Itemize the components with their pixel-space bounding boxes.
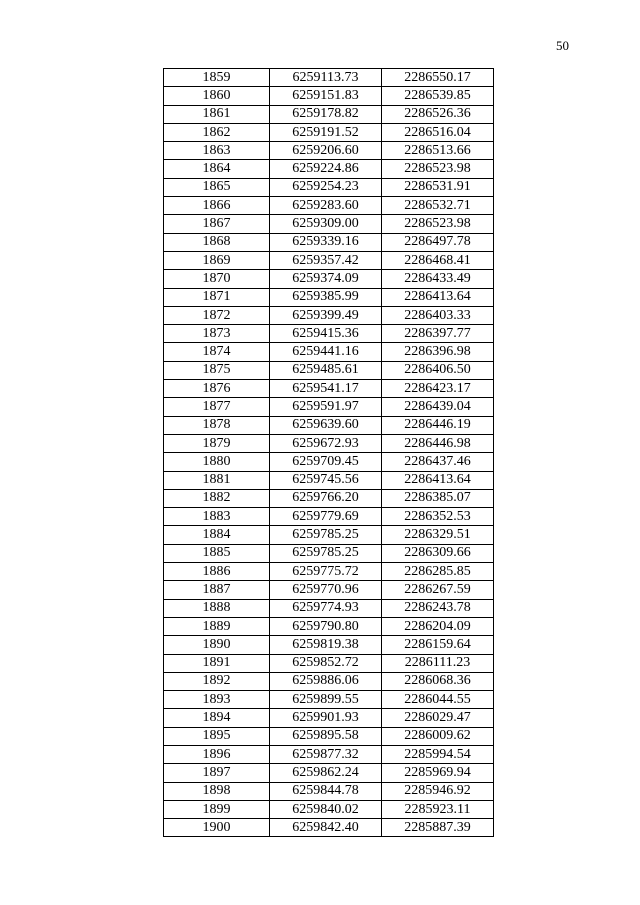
point-number-cell: 1882 bbox=[164, 489, 270, 507]
table-row bbox=[164, 215, 494, 233]
y-coordinate-cell: 2286044.55 bbox=[382, 691, 494, 709]
x-coordinate-cell: 6259385.99 bbox=[270, 288, 382, 306]
table-row bbox=[164, 691, 494, 709]
y-coordinate-cell: 2286329.51 bbox=[382, 526, 494, 544]
x-coordinate-cell: 6259790.80 bbox=[270, 617, 382, 635]
point-number-cell: 1900 bbox=[164, 819, 270, 837]
page-number: 50 bbox=[556, 38, 569, 53]
x-coordinate-cell: 6259774.93 bbox=[270, 599, 382, 617]
y-coordinate-cell: 2286526.36 bbox=[382, 105, 494, 123]
point-number-cell: 1864 bbox=[164, 160, 270, 178]
point-number-cell: 1859 bbox=[164, 69, 270, 87]
y-coordinate-cell: 2286532.71 bbox=[382, 197, 494, 215]
x-coordinate-cell: 6259309.00 bbox=[270, 215, 382, 233]
table-row bbox=[164, 123, 494, 141]
table-row bbox=[164, 178, 494, 196]
table-row bbox=[164, 142, 494, 160]
x-coordinate-cell: 6259415.36 bbox=[270, 325, 382, 343]
y-coordinate-cell: 2286352.53 bbox=[382, 508, 494, 526]
x-coordinate-cell: 6259541.17 bbox=[270, 380, 382, 398]
y-coordinate-cell: 2286396.98 bbox=[382, 343, 494, 361]
y-coordinate-cell: 2286111.23 bbox=[382, 654, 494, 672]
point-number-cell: 1888 bbox=[164, 599, 270, 617]
table-row bbox=[164, 197, 494, 215]
x-coordinate-cell: 6259339.16 bbox=[270, 233, 382, 251]
point-number-cell: 1886 bbox=[164, 563, 270, 581]
x-coordinate-cell: 6259844.78 bbox=[270, 782, 382, 800]
point-number-cell: 1877 bbox=[164, 398, 270, 416]
x-coordinate-cell: 6259254.23 bbox=[270, 178, 382, 196]
point-number-cell: 1898 bbox=[164, 782, 270, 800]
point-number-cell: 1865 bbox=[164, 178, 270, 196]
table-row bbox=[164, 672, 494, 690]
y-coordinate-cell: 2286513.66 bbox=[382, 142, 494, 160]
point-number-cell: 1872 bbox=[164, 306, 270, 324]
table-row bbox=[164, 617, 494, 635]
table-row bbox=[164, 636, 494, 654]
x-coordinate-cell: 6259842.40 bbox=[270, 819, 382, 837]
table-row bbox=[164, 782, 494, 800]
point-number-cell: 1866 bbox=[164, 197, 270, 215]
y-coordinate-cell: 2286439.04 bbox=[382, 398, 494, 416]
y-coordinate-cell: 2286539.85 bbox=[382, 87, 494, 105]
table-row bbox=[164, 654, 494, 672]
table-row bbox=[164, 233, 494, 251]
table-row bbox=[164, 288, 494, 306]
point-number-cell: 1881 bbox=[164, 471, 270, 489]
table-row bbox=[164, 105, 494, 123]
table-row bbox=[164, 471, 494, 489]
y-coordinate-cell: 2286159.64 bbox=[382, 636, 494, 654]
table-body bbox=[164, 69, 494, 837]
table-row bbox=[164, 819, 494, 837]
x-coordinate-cell: 6259785.25 bbox=[270, 544, 382, 562]
point-number-cell: 1890 bbox=[164, 636, 270, 654]
table-row bbox=[164, 599, 494, 617]
table-row bbox=[164, 306, 494, 324]
y-coordinate-cell: 2286385.07 bbox=[382, 489, 494, 507]
y-coordinate-cell: 2286413.64 bbox=[382, 471, 494, 489]
x-coordinate-cell: 6259770.96 bbox=[270, 581, 382, 599]
point-number-cell: 1870 bbox=[164, 270, 270, 288]
y-coordinate-cell: 2286309.66 bbox=[382, 544, 494, 562]
point-number-cell: 1861 bbox=[164, 105, 270, 123]
point-number-cell: 1895 bbox=[164, 727, 270, 745]
x-coordinate-cell: 6259775.72 bbox=[270, 563, 382, 581]
table-row bbox=[164, 727, 494, 745]
y-coordinate-cell: 2286413.64 bbox=[382, 288, 494, 306]
x-coordinate-cell: 6259852.72 bbox=[270, 654, 382, 672]
y-coordinate-cell: 2286403.33 bbox=[382, 306, 494, 324]
point-number-cell: 1860 bbox=[164, 87, 270, 105]
x-coordinate-cell: 6259672.93 bbox=[270, 434, 382, 452]
point-number-cell: 1878 bbox=[164, 416, 270, 434]
y-coordinate-cell: 2286406.50 bbox=[382, 361, 494, 379]
x-coordinate-cell: 6259819.38 bbox=[270, 636, 382, 654]
point-number-cell: 1879 bbox=[164, 434, 270, 452]
x-coordinate-cell: 6259113.73 bbox=[270, 69, 382, 87]
y-coordinate-cell: 2285994.54 bbox=[382, 745, 494, 763]
point-number-cell: 1885 bbox=[164, 544, 270, 562]
table-row bbox=[164, 453, 494, 471]
table-row bbox=[164, 270, 494, 288]
table-row bbox=[164, 380, 494, 398]
point-number-cell: 1889 bbox=[164, 617, 270, 635]
x-coordinate-cell: 6259899.55 bbox=[270, 691, 382, 709]
table-row bbox=[164, 361, 494, 379]
y-coordinate-cell: 2286497.78 bbox=[382, 233, 494, 251]
y-coordinate-cell: 2286029.47 bbox=[382, 709, 494, 727]
coordinates-table bbox=[163, 68, 494, 837]
point-number-cell: 1883 bbox=[164, 508, 270, 526]
y-coordinate-cell: 2286516.04 bbox=[382, 123, 494, 141]
point-number-cell: 1897 bbox=[164, 764, 270, 782]
point-number-cell: 1892 bbox=[164, 672, 270, 690]
y-coordinate-cell: 2286397.77 bbox=[382, 325, 494, 343]
point-number-cell: 1867 bbox=[164, 215, 270, 233]
y-coordinate-cell: 2286523.98 bbox=[382, 215, 494, 233]
x-coordinate-cell: 6259886.06 bbox=[270, 672, 382, 690]
table-row bbox=[164, 508, 494, 526]
point-number-cell: 1893 bbox=[164, 691, 270, 709]
point-number-cell: 1868 bbox=[164, 233, 270, 251]
x-coordinate-cell: 6259862.24 bbox=[270, 764, 382, 782]
point-number-cell: 1873 bbox=[164, 325, 270, 343]
x-coordinate-cell: 6259283.60 bbox=[270, 197, 382, 215]
x-coordinate-cell: 6259639.60 bbox=[270, 416, 382, 434]
table-row bbox=[164, 544, 494, 562]
point-number-cell: 1875 bbox=[164, 361, 270, 379]
y-coordinate-cell: 2286009.62 bbox=[382, 727, 494, 745]
x-coordinate-cell: 6259785.25 bbox=[270, 526, 382, 544]
y-coordinate-cell: 2285946.92 bbox=[382, 782, 494, 800]
point-number-cell: 1863 bbox=[164, 142, 270, 160]
y-coordinate-cell: 2286523.98 bbox=[382, 160, 494, 178]
x-coordinate-cell: 6259374.09 bbox=[270, 270, 382, 288]
x-coordinate-cell: 6259178.82 bbox=[270, 105, 382, 123]
point-number-cell: 1871 bbox=[164, 288, 270, 306]
table-row bbox=[164, 563, 494, 581]
point-number-cell: 1884 bbox=[164, 526, 270, 544]
point-number-cell: 1887 bbox=[164, 581, 270, 599]
point-number-cell: 1899 bbox=[164, 800, 270, 818]
y-coordinate-cell: 2285969.94 bbox=[382, 764, 494, 782]
y-coordinate-cell: 2286243.78 bbox=[382, 599, 494, 617]
x-coordinate-cell: 6259840.02 bbox=[270, 800, 382, 818]
point-number-cell: 1894 bbox=[164, 709, 270, 727]
table-row bbox=[164, 343, 494, 361]
table-row bbox=[164, 160, 494, 178]
table-row bbox=[164, 87, 494, 105]
point-number-cell: 1880 bbox=[164, 453, 270, 471]
y-coordinate-cell: 2285923.11 bbox=[382, 800, 494, 818]
x-coordinate-cell: 6259399.49 bbox=[270, 306, 382, 324]
x-coordinate-cell: 6259901.93 bbox=[270, 709, 382, 727]
table-row bbox=[164, 745, 494, 763]
x-coordinate-cell: 6259877.32 bbox=[270, 745, 382, 763]
x-coordinate-cell: 6259745.56 bbox=[270, 471, 382, 489]
point-number-cell: 1862 bbox=[164, 123, 270, 141]
table-row bbox=[164, 800, 494, 818]
x-coordinate-cell: 6259191.52 bbox=[270, 123, 382, 141]
x-coordinate-cell: 6259591.97 bbox=[270, 398, 382, 416]
x-coordinate-cell: 6259441.16 bbox=[270, 343, 382, 361]
point-number-cell: 1891 bbox=[164, 654, 270, 672]
y-coordinate-cell: 2286423.17 bbox=[382, 380, 494, 398]
table-row bbox=[164, 434, 494, 452]
y-coordinate-cell: 2286433.49 bbox=[382, 270, 494, 288]
table-row bbox=[164, 764, 494, 782]
table-row bbox=[164, 416, 494, 434]
y-coordinate-cell: 2286204.09 bbox=[382, 617, 494, 635]
y-coordinate-cell: 2286267.59 bbox=[382, 581, 494, 599]
point-number-cell: 1896 bbox=[164, 745, 270, 763]
point-number-cell: 1874 bbox=[164, 343, 270, 361]
y-coordinate-cell: 2286068.36 bbox=[382, 672, 494, 690]
x-coordinate-cell: 6259766.20 bbox=[270, 489, 382, 507]
table-row bbox=[164, 581, 494, 599]
table-row bbox=[164, 489, 494, 507]
x-coordinate-cell: 6259224.86 bbox=[270, 160, 382, 178]
x-coordinate-cell: 6259779.69 bbox=[270, 508, 382, 526]
y-coordinate-cell: 2286437.46 bbox=[382, 453, 494, 471]
x-coordinate-cell: 6259206.60 bbox=[270, 142, 382, 160]
x-coordinate-cell: 6259151.83 bbox=[270, 87, 382, 105]
table-row bbox=[164, 69, 494, 87]
y-coordinate-cell: 2286446.19 bbox=[382, 416, 494, 434]
x-coordinate-cell: 6259485.61 bbox=[270, 361, 382, 379]
table-row bbox=[164, 526, 494, 544]
y-coordinate-cell: 2286285.85 bbox=[382, 563, 494, 581]
table-row bbox=[164, 251, 494, 269]
y-coordinate-cell: 2286446.98 bbox=[382, 434, 494, 452]
x-coordinate-cell: 6259709.45 bbox=[270, 453, 382, 471]
table-row bbox=[164, 398, 494, 416]
table-row bbox=[164, 709, 494, 727]
table-row bbox=[164, 325, 494, 343]
y-coordinate-cell: 2286550.17 bbox=[382, 69, 494, 87]
y-coordinate-cell: 2285887.39 bbox=[382, 819, 494, 837]
point-number-cell: 1869 bbox=[164, 251, 270, 269]
x-coordinate-cell: 6259895.58 bbox=[270, 727, 382, 745]
x-coordinate-cell: 6259357.42 bbox=[270, 251, 382, 269]
y-coordinate-cell: 2286468.41 bbox=[382, 251, 494, 269]
y-coordinate-cell: 2286531.91 bbox=[382, 178, 494, 196]
point-number-cell: 1876 bbox=[164, 380, 270, 398]
